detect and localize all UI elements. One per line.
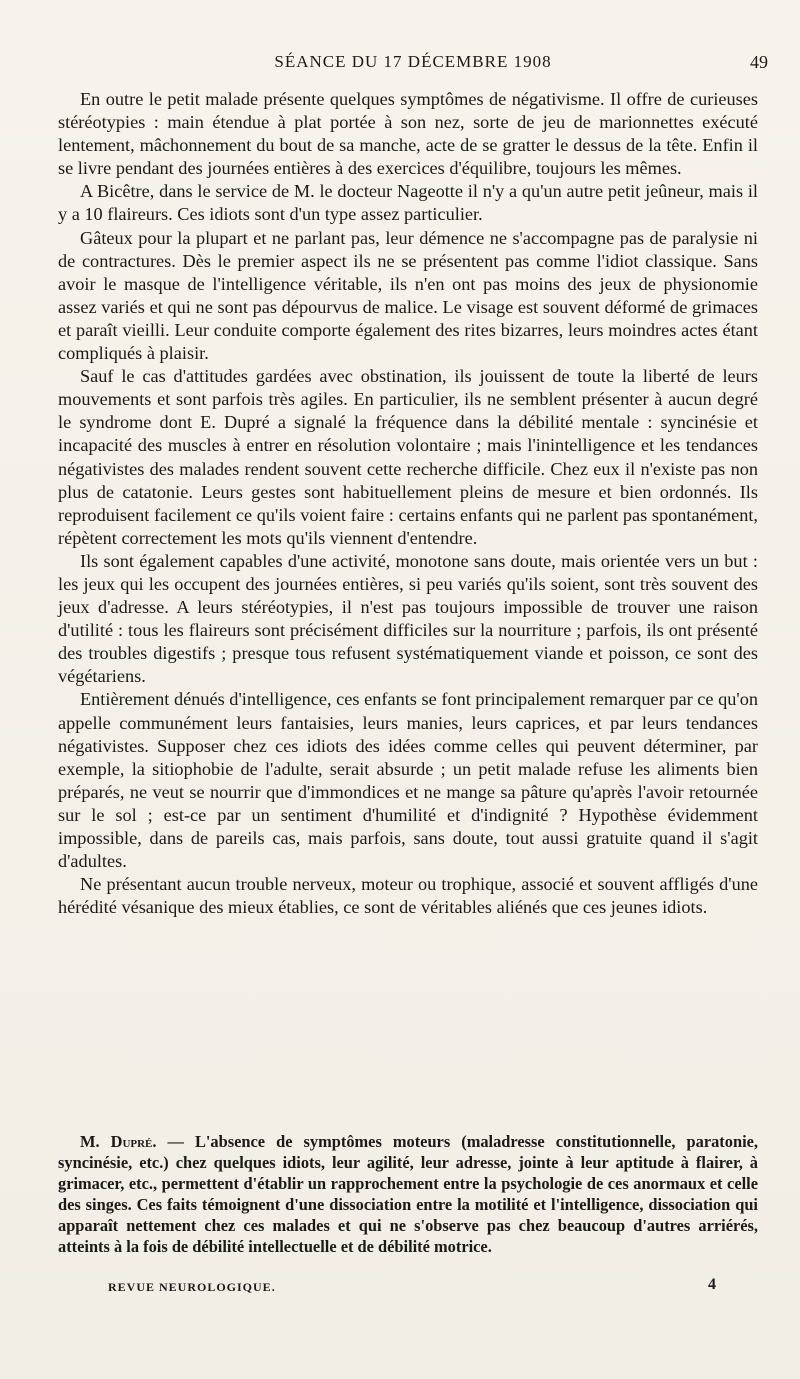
signature-mark: 4 [708,1276,716,1293]
running-head [58,48,768,78]
paragraph: Sauf le cas d'attitudes gardées avec obstination, ils jouissent de toute la liberté de leurs mouvements et sont parfois très agiles. En particulier, ils ne semblent présenter à aucun degré le syndrome dont E. Dupré a signalé la fréquence dans la débilité mentale : syncinésie et incapacité des muscles à entrer en résolution volontaire ; mais l'inintelligence et les tendances négativistes des malades rendent souvent cette recherche difficile. Chez eux il n'existe pas non plus de catatonie. Leurs gestes sont habituellement pleins de mesure et bien ordonnés. Ils reproduisent facilement ce qu'ils voient faire : certains enfants qui ne parlent pas spontanément, répètent correctement les mots qu'ils viennent d'entendre. [58,366,758,548]
paragraph: A Bicêtre, dans le service de M. le docteur Nageotte il n'y a qu'un autre petit jeûneur, mais il y a 10 flaireurs. Ces idiots sont d'un type assez particulier. [58,181,758,225]
discussion-text: — L'absence de symptômes moteurs (maladresse constitutionnelle, paratonie, syncinésie, etc.) chez quelques idiots, leur agilité, leur adresse, jointe à leur aptitude à flairer, à grimacer, etc., permettent d'établir un rapprochement entre la psychologie de ces anormaux et celle des singes. Ces faits témoignent d'une dissociation entre la motilité et l'intelligence, dissociation qui apparaît nettement chez ces malades et qui ne s'observe pas chez beaucoup d'autres arriérés, atteints à la fois de débilité intellectuelle et de débilité motrice. [58,1132,758,1256]
discussion-note [58,1131,758,1257]
discussion-speaker: M. Dupré. [80,1132,157,1151]
paragraph: Ne présentant aucun trouble nerveux, moteur ou trophique, associé et souvent affligés d'une hérédité vésanique des mieux établies, ce sont de véritables aliénés que ces jeunes idiots. [58,874,758,918]
journal-footer: REVUE NEUROLOGIQUE. [108,1280,276,1294]
paragraph: Entièrement dénués d'intelligence, ces enfants se font principalement remarquer par ce qu'on appelle communément leurs fantaisies, leurs manies, leurs caprices, et par leurs tendances négativistes. Supposer chez ces idiots des idées comme celles qui peuvent déterminer, par exemple, la sitiophobie de l'adulte, serait absurde ; un petit malade refuse les aliments bien préparés, ne veut se nourrir que d'immondices et ne mange sa pâture qu'après l'avoir retournée sur le sol ; est-ce par un sentiment d'humilité et d'indignité ? Hypothèse évidemment impossible, dans de pareils cas, mais parfois, sans doute, tout aussi gratuite quand il s'agit d'adultes. [58,689,758,872]
paragraph: Gâteux pour la plupart et ne parlant pas, leur démence ne s'accompagne pas de paralysie ni de contractures. Dès le premier aspect ils ne se présentent pas comme l'idiot classique. Sans avoir le masque de l'intelligence véritable, ils n'en ont pas moins des jeux de physionomie assez variés et qui ne sont pas dépourvus de malice. Le visage est souvent déformé de grimaces et paraît vieilli. Leur conduite comporte également des rites bizarres, leurs moindres actes étant compliqués à plaisir. [58,227,758,364]
running-title: SÉANCE DU 17 DÉCEMBRE 1908 [274,52,552,71]
discussion-paragraph [58,1131,758,1257]
paragraph: En outre le petit malade présente quelques symptômes de négativisme. Il offre de curieuses stéréotypies : main étendue à plat portée à son nez, sorte de jeu de marionnettes exécuté lentement, mâchonnement du bout de sa manche, acte de se gratter le dessus de la tête. Enfin il se livre pendant des journées entières à des exercices d'équilibre, toujours les mêmes. [58,89,758,179]
paragraph: Ils sont également capables d'une activité, monotone sans doute, mais orientée vers un but : les jeux qui les occupent des journées entières, si peu variés qu'ils soient, sont très souvent des jeux d'adresse. A leurs stéréotypies, il n'est pas toujours impossible de trouver une raison d'utilité : tous les flaireurs sont précisément difficiles sur la nourriture ; parfois, ils ont présenté des troubles digestifs ; presque tous refusent systématiquement viande et poisson, ce sont des végétariens. [58,550,758,687]
article-body [58,88,758,919]
page-number: 49 [750,52,768,72]
